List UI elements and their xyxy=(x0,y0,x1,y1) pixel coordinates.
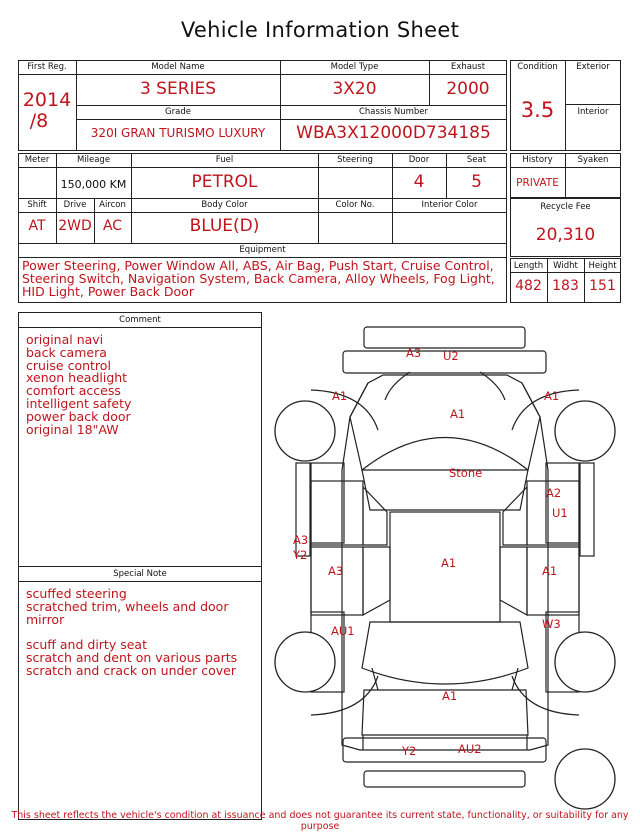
hood xyxy=(350,383,540,470)
left-front-fender xyxy=(311,463,344,543)
grade-label: Grade xyxy=(165,107,191,117)
exhaust-value: 2000 xyxy=(446,79,490,99)
equipment-value: Power Steering, Power Window All, ABS, Air Bag, Push Start, Cruise Control, Steering Switch, Navigation System, Back Camera, Alloy Wheels, Fog Light, HID Light, Power Back Door xyxy=(22,258,495,300)
mileage-label: Mileage xyxy=(76,155,111,165)
fuel-label: Fuel xyxy=(215,155,234,165)
left-front-door xyxy=(311,481,363,545)
syaken-label: Syaken xyxy=(577,155,609,165)
mileage-value: 150,000 KM xyxy=(60,178,127,191)
aircon-label: Aircon xyxy=(99,200,126,210)
comment-line: cruise control xyxy=(26,357,111,373)
seat-label: Seat xyxy=(466,155,487,165)
mark-l-front-door-a: A3 xyxy=(293,533,309,547)
model-type-value: 3X20 xyxy=(332,79,377,99)
mark-fr-fender: A1 xyxy=(544,389,560,403)
comment-line: comfort access xyxy=(26,383,121,399)
right-mirror xyxy=(580,463,594,556)
model-name-label: Model Name xyxy=(151,62,205,72)
shift-label: Shift xyxy=(27,200,47,210)
comment-line: original 18"AW xyxy=(26,421,119,437)
mark-windshield: Stone xyxy=(449,466,483,480)
color-no-label: Color No. xyxy=(335,200,375,210)
right-rear-door xyxy=(527,547,579,615)
mark-roof: A1 xyxy=(441,556,457,570)
special-note-line: scuff and dirty seat xyxy=(26,637,147,653)
comment-label: Comment xyxy=(119,315,161,325)
model-type-label: Model Type xyxy=(330,62,379,72)
mark-l-front-door-b: Y2 xyxy=(293,548,308,562)
mark-front-bumper: A3 xyxy=(406,346,422,360)
mark-r-door: A1 xyxy=(542,564,558,578)
width-value: 183 xyxy=(552,278,579,294)
history-label: History xyxy=(522,155,553,165)
exterior-label: Exterior xyxy=(576,62,610,72)
special-note-line: scratch and dent on various parts xyxy=(26,649,238,665)
special-note-label: Special Note xyxy=(113,569,167,579)
recycle-fee-value: 20,310 xyxy=(535,225,596,245)
windshield xyxy=(362,438,528,511)
width-label: Widht xyxy=(553,261,578,271)
first-reg-month: /8 xyxy=(29,110,49,132)
model-name-value: 3 SERIES xyxy=(139,79,217,99)
spare-wheel xyxy=(555,749,615,809)
special-note-line: scuffed steering xyxy=(26,586,127,601)
rear-left-wheel xyxy=(275,632,335,692)
mark-rear-bumper-l: Y2 xyxy=(402,744,417,758)
seat-value: 5 xyxy=(471,172,482,192)
rear-glass xyxy=(362,622,528,684)
special-note-line: scratch and crack on under cover xyxy=(26,662,236,678)
front-bumper xyxy=(364,327,525,348)
rear-right-wheel xyxy=(555,632,615,692)
mark-r-front-fender-2: U1 xyxy=(552,506,568,520)
comment-line: back camera xyxy=(26,344,107,360)
length-label: Length xyxy=(513,261,544,271)
mark-rear-bumper-r: AU2 xyxy=(458,742,482,756)
door-label: Door xyxy=(408,155,430,165)
first-reg-label: First Reg. xyxy=(27,62,67,72)
drive-label: Drive xyxy=(63,200,87,210)
exhaust-label: Exhaust xyxy=(450,62,486,72)
comment-line: power back door xyxy=(26,408,131,424)
chassis-label: Chassis Number xyxy=(358,107,429,117)
mark-r-rear-door: W3 xyxy=(542,617,561,631)
door-value: 4 xyxy=(413,172,425,192)
condition-value: 3.5 xyxy=(520,98,555,122)
condition-label: Condition xyxy=(517,62,558,72)
length-value: 482 xyxy=(515,278,542,294)
comment-line: intelligent safety xyxy=(26,395,132,411)
height-label: Height xyxy=(588,261,617,271)
front-right-wheel xyxy=(555,401,615,461)
meter-label: Meter xyxy=(24,155,50,165)
equipment-label: Equipment xyxy=(239,245,286,255)
height-value: 151 xyxy=(589,278,616,294)
mark-front-bumper-2: U2 xyxy=(443,349,459,363)
rear-bumper-lower xyxy=(364,771,525,787)
special-note-line: scratched trim, wheels and door mirror xyxy=(26,598,229,627)
interior-label: Interior xyxy=(577,107,609,117)
mark-l-door: A3 xyxy=(328,564,344,578)
aircon-value: AC xyxy=(102,218,123,234)
body-color-value: BLUE(D) xyxy=(189,216,260,236)
left-rear-door xyxy=(311,547,363,615)
mark-trunk: A1 xyxy=(442,689,458,703)
mark-fl-fender: A1 xyxy=(332,389,348,403)
fuel-value: PETROL xyxy=(191,172,258,192)
grade-value: 320I GRAN TURISMO LUXURY xyxy=(90,126,266,140)
mark-r-front-fender: A2 xyxy=(546,486,562,500)
comment-line: xenon headlight xyxy=(26,370,128,386)
comment-line: original navi xyxy=(26,332,104,347)
comment-list xyxy=(26,334,258,436)
shift-value: AT xyxy=(28,218,46,234)
mark-hood: A1 xyxy=(450,407,466,421)
car-damage-diagram xyxy=(262,318,640,823)
chassis-value: WBA3X12000D734185 xyxy=(296,123,491,143)
first-reg-year: 2014 xyxy=(22,89,72,111)
recycle-fee-label: Recycle Fee xyxy=(540,202,591,212)
steering-label: Steering xyxy=(337,155,373,165)
drive-value: 2WD xyxy=(58,218,92,234)
body-color-label: Body Color xyxy=(201,200,248,210)
interior-color-label: Interior Color xyxy=(421,200,478,210)
front-left-wheel xyxy=(275,401,335,461)
history-value: PRIVATE xyxy=(516,177,559,189)
page-title: Vehicle Information Sheet xyxy=(180,18,460,42)
mark-l-rear-door: AU1 xyxy=(331,624,355,638)
special-note-list xyxy=(26,588,258,678)
right-front-fender xyxy=(546,463,579,543)
disclaimer-footer: This sheet reflects the vehicle's condition at issuance and does not guarantee its current state, functionality, or suitability for any purpose xyxy=(11,810,629,832)
